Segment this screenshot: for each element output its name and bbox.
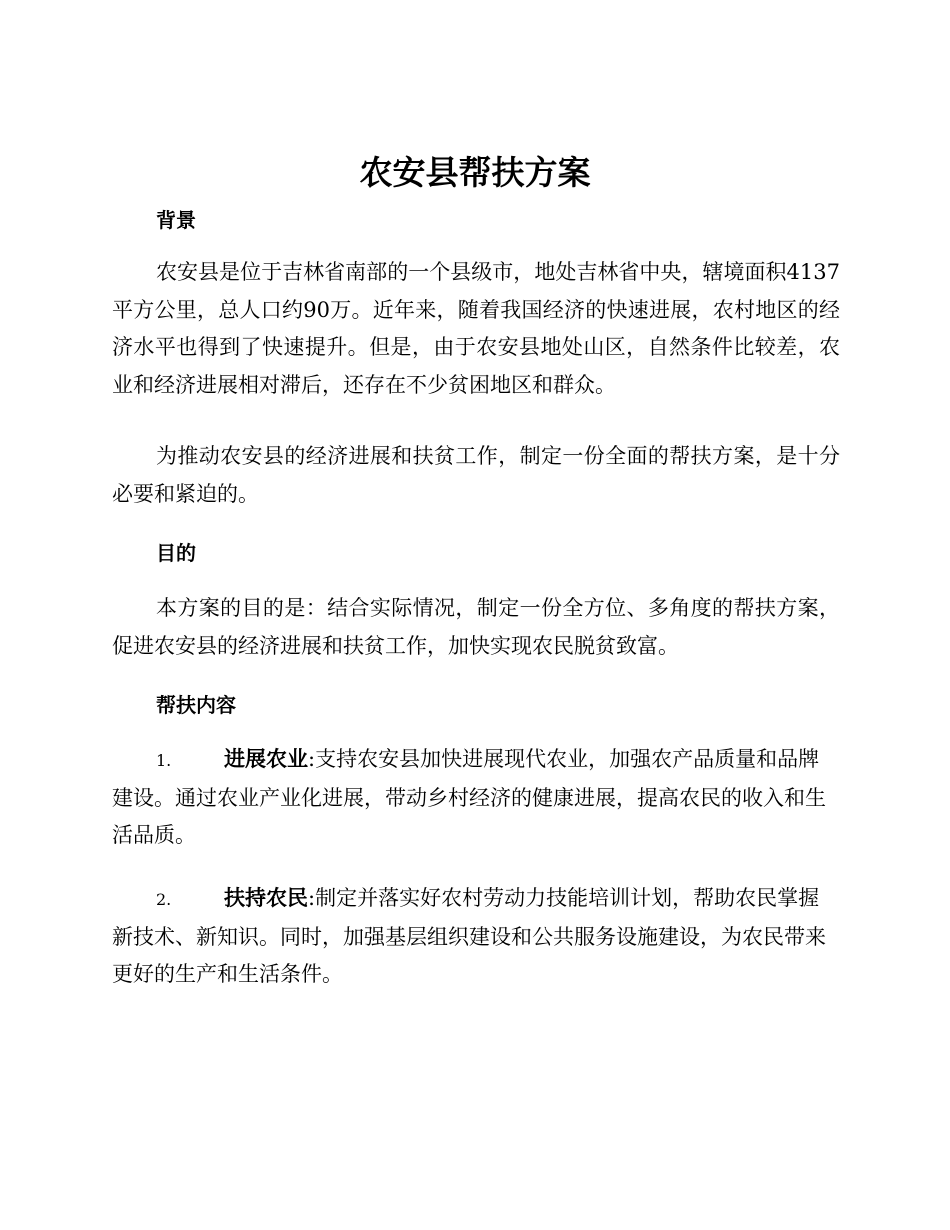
list-item <box>112 741 840 855</box>
list-item <box>112 880 840 994</box>
list-item-number: 2. <box>156 890 172 909</box>
list-item-lead: 扶持农民 <box>224 886 308 910</box>
section-heading-background: 背景 <box>156 208 196 232</box>
background-paragraph-2: 为推动农安县的经济进展和扶贫工作，制定一份全面的帮扶方案，是十分必要和紧迫的。 <box>112 444 840 506</box>
purpose-paragraph-1: 本方案的目的是：结合实际情况，制定一份全方位、多角度的帮扶方案，促进农安县的经济进展和扶贫工作，加快实现农民脱贫致富。 <box>112 596 840 658</box>
section-heading-content: 帮扶内容 <box>156 693 236 717</box>
list-item-text: :制定并落实好农村劳动力技能培训计划，帮助农民掌握新技术、新知识。同时，加强基层组织建设和公共服务设施建设，为农民带来更好的生产和生活条件。 <box>112 886 826 986</box>
document-title: 农安县帮扶方案 <box>359 153 591 192</box>
section-heading-purpose: 目的 <box>156 541 196 565</box>
list-item-number: 1. <box>156 751 172 770</box>
list-item-text: :支持农安县加快进展现代农业，加强农产品质量和品牌建设。通过农业产业化进展，带动乡村经济的健康进展，提高农民的收入和生活品质。 <box>112 747 826 847</box>
list-item-lead: 进展农业 <box>224 747 308 771</box>
background-paragraph-1: 农安县是位于吉林省南部的一个县级市，地处吉林省中央，辖境面积4137平方公里，总人口约90万。近年来，随着我国经济的快速进展，农村地区的经济水平也得到了快速提升。但是，由于农安县地处山区，自然条件比较差，农业和经济进展相对滞后，还存在不少贫困地区和群众。 <box>112 260 840 397</box>
